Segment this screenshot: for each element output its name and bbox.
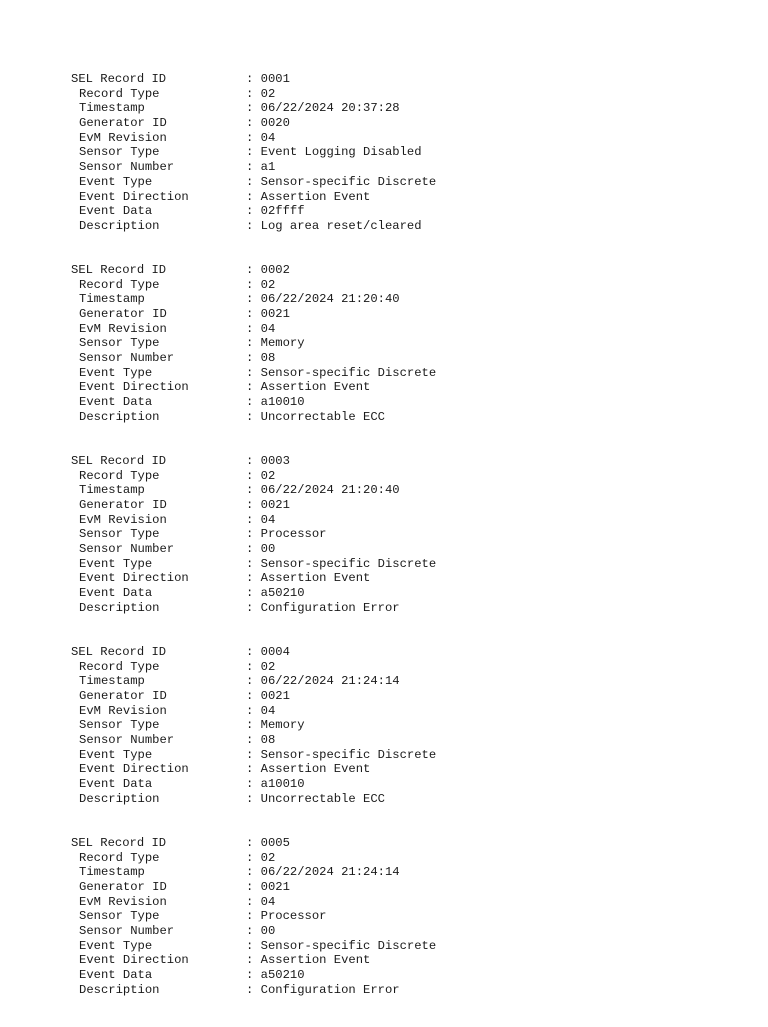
- field-value: [246, 278, 275, 293]
- sel-record: [71, 263, 436, 425]
- separator: :: [246, 497, 261, 512]
- separator: :: [246, 644, 261, 659]
- field-value: [246, 953, 370, 968]
- timestamp-value: 06/22/2024 20:37:28: [260, 101, 400, 116]
- event-direction-value: Assertion Event: [260, 189, 371, 204]
- generator-id-row: [71, 880, 436, 895]
- sensor-type-value: Memory: [260, 718, 305, 733]
- timestamp-value: 06/22/2024 21:20:40: [260, 292, 400, 307]
- sel-log: [71, 72, 436, 1027]
- separator: :: [246, 321, 261, 336]
- field-label: EvM Revision: [79, 512, 167, 527]
- separator: :: [246, 747, 261, 762]
- separator: :: [246, 732, 261, 747]
- field-value: [246, 498, 290, 513]
- field-value: [246, 87, 275, 102]
- generator-id-value: 0021: [260, 879, 290, 894]
- field-value: [246, 601, 400, 616]
- field-value: [246, 116, 290, 131]
- sensor-number-value: 08: [260, 351, 276, 366]
- sensor-number-row: [71, 160, 436, 175]
- separator: :: [246, 879, 261, 894]
- field-value: [246, 645, 290, 660]
- record-type-row: [71, 87, 436, 102]
- field-value: [246, 292, 400, 307]
- separator: :: [246, 483, 261, 498]
- event-type-row: [71, 557, 436, 572]
- generator-id-row: [71, 307, 436, 322]
- field-label: SEL Record ID: [71, 644, 167, 659]
- field-value: [246, 557, 436, 572]
- field-value: [246, 674, 400, 689]
- field-label: SEL Record ID: [71, 262, 167, 277]
- field-value: [246, 895, 275, 910]
- description-row: [71, 601, 436, 616]
- field-value: [246, 351, 275, 366]
- field-label: Description: [79, 600, 160, 615]
- sel-record-id-row: [71, 263, 436, 278]
- field-value: [246, 101, 400, 116]
- evm-revision-row: [71, 322, 436, 337]
- separator: :: [246, 101, 261, 116]
- separator: :: [246, 968, 261, 982]
- event-data-value: a10010: [260, 395, 305, 410]
- field-value: [246, 410, 385, 425]
- sensor-number-row: [71, 924, 436, 939]
- generator-id-value: 0021: [260, 307, 290, 322]
- sel-record-id-row: [71, 72, 436, 87]
- event-data-value: a50210: [260, 586, 305, 601]
- evm-revision-row: [71, 704, 436, 719]
- field-label: EvM Revision: [79, 703, 167, 718]
- event-direction-row: [71, 762, 436, 777]
- sel-record-id-value: 0001: [260, 72, 290, 86]
- field-label: Event Data: [79, 968, 153, 982]
- event-type-value: Sensor-specific Discrete: [260, 174, 437, 189]
- separator: :: [246, 938, 261, 953]
- generator-id-value: 0021: [260, 497, 290, 512]
- field-label: Event Direction: [79, 189, 189, 204]
- sel-record: [71, 72, 436, 234]
- event-type-value: Sensor-specific Discrete: [260, 556, 437, 571]
- sensor-type-row: [71, 718, 436, 733]
- event-data-row: [71, 777, 436, 792]
- field-label: EvM Revision: [79, 321, 167, 336]
- field-value: [246, 72, 290, 87]
- event-data-row: [71, 395, 436, 410]
- record-type-value: 02: [260, 468, 276, 483]
- description-value: Configuration Error: [260, 600, 400, 615]
- field-label: Record Type: [79, 468, 160, 483]
- field-label: Sensor Number: [79, 351, 175, 366]
- event-direction-row: [71, 190, 436, 205]
- evm-revision-value: 04: [260, 894, 276, 909]
- separator: :: [246, 894, 261, 909]
- field-label: Event Data: [79, 586, 153, 601]
- sensor-type-value: Processor: [260, 527, 327, 542]
- timestamp-row: [71, 865, 436, 880]
- field-value: [246, 307, 290, 322]
- sensor-number-value: 00: [260, 542, 276, 557]
- field-value: [246, 219, 422, 234]
- field-label: SEL Record ID: [71, 72, 167, 86]
- event-data-value: 02ffff: [260, 204, 305, 219]
- field-label: Event Direction: [79, 571, 189, 586]
- field-label: Description: [79, 982, 160, 997]
- field-value: [246, 939, 436, 954]
- field-value: [246, 909, 326, 924]
- field-label: Generator ID: [79, 497, 167, 512]
- field-label: EvM Revision: [79, 894, 167, 909]
- generator-id-value: 0020: [260, 116, 290, 131]
- event-type-row: [71, 175, 436, 190]
- sensor-type-row: [71, 336, 436, 351]
- evm-revision-value: 04: [260, 130, 276, 145]
- evm-revision-value: 04: [260, 321, 276, 336]
- event-data-row: [71, 968, 436, 983]
- field-value: [246, 131, 275, 146]
- field-value: [246, 880, 290, 895]
- sensor-number-value: a1: [260, 160, 276, 175]
- separator: :: [246, 953, 261, 968]
- evm-revision-value: 04: [260, 512, 276, 527]
- event-direction-row: [71, 571, 436, 586]
- event-direction-value: Assertion Event: [260, 380, 371, 395]
- separator: :: [246, 336, 261, 351]
- field-label: Description: [79, 791, 160, 806]
- sel-record-id-row: [71, 645, 436, 660]
- description-value: Uncorrectable ECC: [260, 791, 385, 806]
- field-label: Event Data: [79, 395, 153, 410]
- separator: :: [246, 292, 261, 307]
- field-value: [246, 718, 305, 733]
- timestamp-value: 06/22/2024 21:20:40: [260, 483, 400, 498]
- timestamp-row: [71, 483, 436, 498]
- field-label: Event Type: [79, 174, 153, 189]
- field-label: Description: [79, 409, 160, 424]
- field-value: [246, 263, 290, 278]
- separator: :: [246, 380, 261, 395]
- separator: :: [246, 850, 261, 865]
- field-label: Event Direction: [79, 953, 189, 968]
- event-direction-value: Assertion Event: [260, 571, 371, 586]
- event-data-row: [71, 204, 436, 219]
- field-value: [246, 968, 305, 983]
- separator: :: [246, 542, 261, 557]
- sel-record-id-value: 0002: [260, 262, 290, 277]
- separator: :: [246, 116, 261, 131]
- event-data-value: a10010: [260, 777, 305, 792]
- field-label: Sensor Number: [79, 732, 175, 747]
- timestamp-value: 06/22/2024 21:24:14: [260, 674, 400, 689]
- field-value: [246, 983, 400, 998]
- field-value: [246, 571, 370, 586]
- evm-revision-row: [71, 513, 436, 528]
- field-value: [246, 336, 305, 351]
- field-label: Sensor Number: [79, 160, 175, 175]
- event-type-value: Sensor-specific Discrete: [260, 365, 437, 380]
- field-label: SEL Record ID: [71, 453, 167, 468]
- field-label: Event Data: [79, 777, 153, 792]
- sensor-type-value: Event Logging Disabled: [260, 145, 422, 160]
- separator: :: [246, 791, 261, 806]
- separator: :: [246, 395, 261, 410]
- field-value: [246, 160, 275, 175]
- sensor-type-row: [71, 527, 436, 542]
- separator: :: [246, 409, 261, 424]
- field-value: [246, 395, 305, 410]
- field-value: [246, 204, 305, 219]
- separator: :: [246, 909, 261, 924]
- separator: :: [246, 703, 261, 718]
- field-label: EvM Revision: [79, 130, 167, 145]
- field-label: Event Direction: [79, 380, 189, 395]
- field-label: Timestamp: [79, 674, 145, 689]
- record-type-value: 02: [260, 277, 276, 292]
- sel-record-id-value: 0004: [260, 644, 290, 659]
- separator: :: [246, 204, 261, 219]
- sel-record: [71, 836, 436, 998]
- field-value: [246, 777, 305, 792]
- separator: :: [246, 277, 261, 292]
- field-label: Timestamp: [79, 101, 145, 116]
- field-label: Sensor Type: [79, 527, 160, 542]
- field-label: Timestamp: [79, 865, 145, 880]
- separator: :: [246, 982, 261, 997]
- field-label: SEL Record ID: [71, 835, 167, 850]
- field-label: Generator ID: [79, 307, 167, 322]
- separator: :: [246, 262, 261, 277]
- record-type-value: 02: [260, 850, 276, 865]
- description-value: Configuration Error: [260, 982, 400, 997]
- field-value: [246, 469, 275, 484]
- field-label: Record Type: [79, 850, 160, 865]
- event-direction-value: Assertion Event: [260, 762, 371, 777]
- field-label: Timestamp: [79, 292, 145, 307]
- separator: :: [246, 718, 261, 733]
- field-value: [246, 542, 275, 557]
- separator: :: [246, 86, 261, 101]
- description-row: [71, 792, 436, 807]
- separator: :: [246, 365, 261, 380]
- separator: :: [246, 762, 261, 777]
- field-value: [246, 145, 422, 160]
- sensor-type-row: [71, 145, 436, 160]
- field-value: [246, 586, 305, 601]
- field-label: Generator ID: [79, 116, 167, 131]
- description-value: Uncorrectable ECC: [260, 409, 385, 424]
- separator: :: [246, 453, 261, 468]
- separator: :: [246, 160, 261, 175]
- generator-id-value: 0021: [260, 688, 290, 703]
- event-type-value: Sensor-specific Discrete: [260, 938, 437, 953]
- record-type-row: [71, 851, 436, 866]
- generator-id-row: [71, 116, 436, 131]
- event-type-row: [71, 366, 436, 381]
- description-value: Log area reset/cleared: [260, 218, 422, 233]
- field-value: [246, 660, 275, 675]
- field-value: [246, 483, 400, 498]
- field-label: Timestamp: [79, 483, 145, 498]
- generator-id-row: [71, 498, 436, 513]
- timestamp-row: [71, 292, 436, 307]
- separator: :: [246, 218, 261, 233]
- field-label: Event Type: [79, 556, 153, 571]
- record-type-row: [71, 278, 436, 293]
- field-value: [246, 454, 290, 469]
- field-label: Record Type: [79, 659, 160, 674]
- separator: :: [246, 923, 261, 938]
- evm-revision-row: [71, 895, 436, 910]
- description-row: [71, 410, 436, 425]
- field-value: [246, 924, 275, 939]
- field-label: Description: [79, 218, 160, 233]
- sensor-number-row: [71, 351, 436, 366]
- sensor-number-row: [71, 733, 436, 748]
- separator: :: [246, 527, 261, 542]
- separator: :: [246, 468, 261, 483]
- field-label: Sensor Number: [79, 923, 175, 938]
- timestamp-row: [71, 674, 436, 689]
- event-type-value: Sensor-specific Discrete: [260, 747, 437, 762]
- sel-record: [71, 454, 436, 616]
- field-value: [246, 322, 275, 337]
- separator: :: [246, 189, 261, 204]
- field-label: Event Type: [79, 747, 153, 762]
- sensor-number-value: 08: [260, 732, 276, 747]
- field-label: Generator ID: [79, 688, 167, 703]
- event-direction-row: [71, 953, 436, 968]
- record-type-value: 02: [260, 86, 276, 101]
- field-value: [246, 851, 275, 866]
- field-label: Sensor Type: [79, 145, 160, 160]
- separator: :: [246, 688, 261, 703]
- separator: :: [246, 674, 261, 689]
- sel-record: [71, 645, 436, 807]
- field-value: [246, 175, 436, 190]
- separator: :: [246, 586, 261, 601]
- sensor-type-value: Memory: [260, 336, 305, 351]
- evm-revision-value: 04: [260, 703, 276, 718]
- record-type-row: [71, 469, 436, 484]
- separator: :: [246, 72, 261, 86]
- field-value: [246, 792, 385, 807]
- timestamp-value: 06/22/2024 21:24:14: [260, 865, 400, 880]
- field-value: [246, 366, 436, 381]
- field-label: Sensor Number: [79, 542, 175, 557]
- separator: :: [246, 307, 261, 322]
- field-label: Event Type: [79, 938, 153, 953]
- timestamp-row: [71, 101, 436, 116]
- field-value: [246, 748, 436, 763]
- field-label: Sensor Type: [79, 718, 160, 733]
- field-value: [246, 190, 370, 205]
- separator: :: [246, 835, 261, 850]
- event-direction-value: Assertion Event: [260, 953, 371, 968]
- sel-record-id-row: [71, 454, 436, 469]
- generator-id-row: [71, 689, 436, 704]
- separator: :: [246, 600, 261, 615]
- separator: :: [246, 130, 261, 145]
- record-type-value: 02: [260, 659, 276, 674]
- separator: :: [246, 145, 261, 160]
- event-data-value: a50210: [260, 968, 305, 982]
- field-label: Sensor Type: [79, 336, 160, 351]
- field-label: Sensor Type: [79, 909, 160, 924]
- field-label: Event Type: [79, 365, 153, 380]
- description-row: [71, 219, 436, 234]
- separator: :: [246, 351, 261, 366]
- field-value: [246, 689, 290, 704]
- event-direction-row: [71, 380, 436, 395]
- field-label: Event Data: [79, 204, 153, 219]
- event-data-row: [71, 586, 436, 601]
- field-value: [246, 865, 400, 880]
- sel-record-id-row: [71, 836, 436, 851]
- separator: :: [246, 865, 261, 880]
- field-label: Record Type: [79, 277, 160, 292]
- sensor-number-value: 00: [260, 923, 276, 938]
- sensor-type-value: Processor: [260, 909, 327, 924]
- field-value: [246, 513, 275, 528]
- field-value: [246, 733, 275, 748]
- field-label: Generator ID: [79, 879, 167, 894]
- description-row: [71, 983, 436, 998]
- field-label: Event Direction: [79, 762, 189, 777]
- sel-record-id-value: 0003: [260, 453, 290, 468]
- field-value: [246, 836, 290, 851]
- separator: :: [246, 174, 261, 189]
- field-value: [246, 527, 326, 542]
- separator: :: [246, 777, 261, 792]
- field-label: Record Type: [79, 86, 160, 101]
- separator: :: [246, 659, 261, 674]
- separator: :: [246, 556, 261, 571]
- evm-revision-row: [71, 131, 436, 146]
- sensor-type-row: [71, 909, 436, 924]
- field-value: [246, 380, 370, 395]
- record-type-row: [71, 660, 436, 675]
- sel-record-id-value: 0005: [260, 835, 290, 850]
- field-value: [246, 704, 275, 719]
- separator: :: [246, 512, 261, 527]
- separator: :: [246, 571, 261, 586]
- sensor-number-row: [71, 542, 436, 557]
- field-value: [246, 762, 370, 777]
- event-type-row: [71, 748, 436, 763]
- event-type-row: [71, 939, 436, 954]
